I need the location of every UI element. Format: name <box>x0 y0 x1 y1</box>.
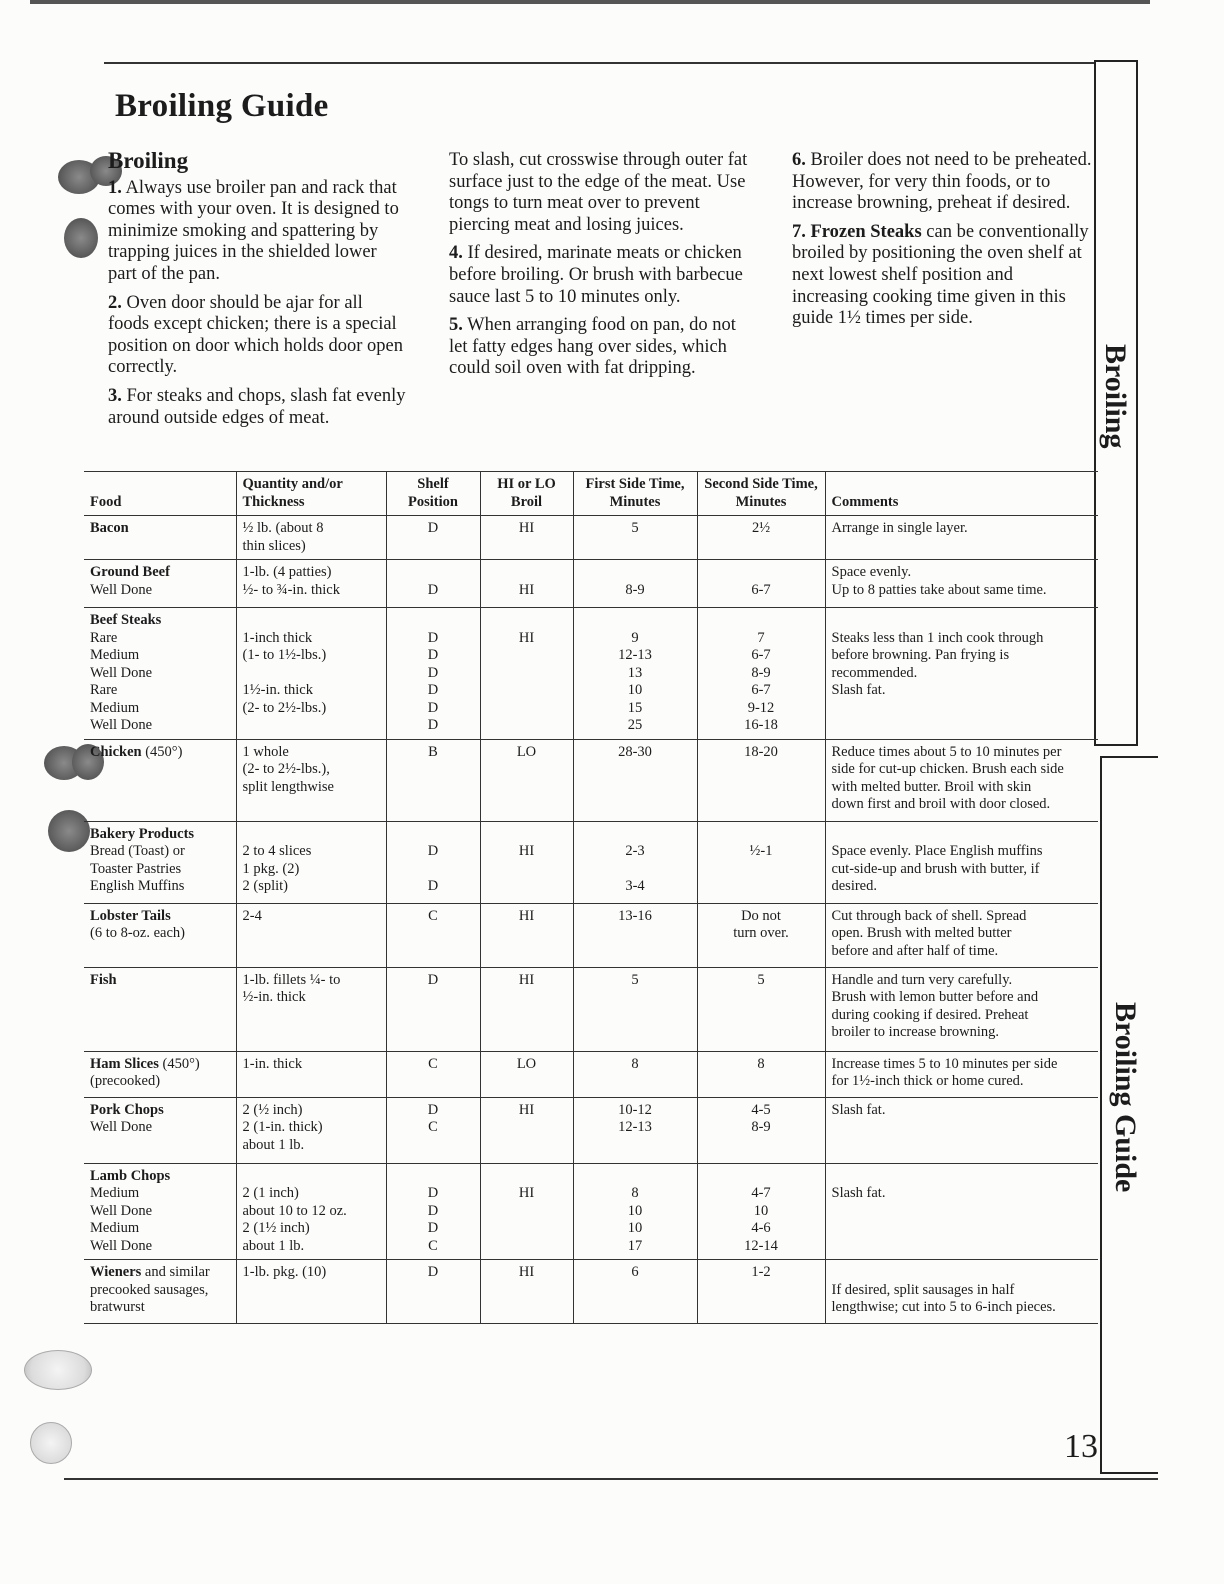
broil-cell: HI <box>480 560 573 608</box>
table-row <box>84 1163 1098 1260</box>
quantity-cell: ½ lb. (about 8 thin slices) <box>236 516 386 560</box>
header-comments: Comments <box>825 472 1098 516</box>
top-rule <box>104 62 1094 64</box>
table-row <box>84 1097 1098 1163</box>
quantity-cell: 2 (½ inch) 2 (1-in. thick) about 1 lb. <box>236 1097 386 1163</box>
first-side-cell: 5 <box>573 967 697 1051</box>
broil-cell: HI <box>480 1260 573 1324</box>
table-row <box>84 560 1098 608</box>
shelf-cell: D D D C <box>386 1163 480 1260</box>
first-side-cell: 28-30 <box>573 739 697 821</box>
shelf-cell: C <box>386 903 480 967</box>
broil-cell: HI <box>480 967 573 1051</box>
binder-hole-icon <box>30 1422 72 1464</box>
second-side-cell: ½-1 <box>697 821 825 903</box>
broil-cell: HI <box>480 516 573 560</box>
table-row <box>84 608 1098 740</box>
broil-cell: HI <box>480 1097 573 1163</box>
page-number: 13 <box>1064 1428 1098 1465</box>
tip: 5. When arranging food on pan, do not let fatty edges hang over sides, which could soil oven with fat dripping. <box>449 315 736 379</box>
binder-hole-icon <box>64 218 98 258</box>
tip: To slash, cut crosswise through outer fat surface just to the edge of the meat. Use tongs to turn meat over to prevent piercing meat and losing juices. <box>449 150 748 235</box>
header-second-side: Second Side Time, Minutes <box>697 472 825 516</box>
comments-cell: Increase times 5 to 10 minutes per side for 1½-inch thick or home cured. <box>825 1051 1098 1097</box>
shelf-cell: D <box>386 560 480 608</box>
header-quantity: Quantity and/or Thickness <box>236 472 386 516</box>
bottom-rule <box>64 1478 1158 1480</box>
tip: 1. Always use broiler pan and rack that comes with your oven. It is designed to minimize smoking and spattering by trapping juices in the shielded lower part of the pan. <box>108 177 399 284</box>
second-side-cell: 8 <box>697 1051 825 1097</box>
shelf-cell: C <box>386 1051 480 1097</box>
broil-cell: HI <box>480 1163 573 1260</box>
first-side-cell: 8 10 10 17 <box>573 1163 697 1260</box>
quantity-cell: 1-lb. pkg. (10) <box>236 1260 386 1324</box>
food-cell: Fish <box>90 971 117 988</box>
food-cell: Lamb Chops Medium Well Done Medium Well Done <box>90 1167 171 1254</box>
header-food: Food <box>84 472 236 516</box>
second-side-cell: 4-5 8-9 <box>697 1097 825 1163</box>
quantity-cell: 2-4 <box>236 903 386 967</box>
tab-broiling-guide[interactable] <box>1100 756 1158 1474</box>
first-side-cell: 13-16 <box>573 903 697 967</box>
food-cell: Lobster Tails (6 to 8-oz. each) <box>90 907 186 941</box>
shelf-cell: D C <box>386 1097 480 1163</box>
first-side-cell: 8 <box>573 1051 697 1097</box>
second-side-cell: 6-7 <box>697 560 825 608</box>
food-cell: Bakery Products Bread (Toast) or Toaster Pastries English Muffins <box>90 825 195 894</box>
shelf-cell: B <box>386 739 480 821</box>
header-broil: HI or LO Broil <box>480 472 573 516</box>
tab-broiling-guide-label: Broiling Guide <box>1109 1002 1142 1193</box>
first-side-cell: 6 <box>573 1260 697 1324</box>
comments-cell: Handle and turn very carefully. Brush with lemon butter before and during cooking if desired. Preheat broiler to increase browning. <box>825 967 1098 1051</box>
quantity-cell: 1 whole (2- to 2½-lbs.), split lengthwise <box>236 739 386 821</box>
tab-broiling[interactable] <box>1094 60 1138 746</box>
food-cell: Pork Chops Well Done <box>90 1101 164 1135</box>
food-cell: Ground Beef Well Done <box>90 564 170 598</box>
quantity-cell: 1-lb. (4 patties) ½- to ¾-in. thick <box>236 560 386 608</box>
second-side-cell: 7 6-7 8-9 6-7 9-12 16-18 <box>697 608 825 740</box>
first-side-cell: 9 12-13 13 10 15 25 <box>573 608 697 740</box>
tips-column-3 <box>792 150 1092 337</box>
second-side-cell: 2½ <box>697 516 825 560</box>
header-first-side: First Side Time, Minutes <box>573 472 697 516</box>
tip: 6. Broiler does not need to be preheated. However, for very thin foods, or to increase browning, preheat if desired. <box>792 150 1092 214</box>
tips-column-2 <box>449 150 749 387</box>
quantity-cell: 1-lb. fillets ¼- to ½-in. thick <box>236 967 386 1051</box>
broil-cell: HI <box>480 903 573 967</box>
first-side-cell: 2-3 3-4 <box>573 821 697 903</box>
comments-cell: If desired, split sausages in half lengthwise; cut into 5 to 6-inch pieces. <box>825 1260 1098 1324</box>
table-row <box>84 903 1098 967</box>
table-row <box>84 739 1098 821</box>
tab-broiling-label: Broiling <box>1099 344 1132 449</box>
table-row <box>84 1260 1098 1324</box>
second-side-cell: 1-2 <box>697 1260 825 1324</box>
comments-cell: Slash fat. <box>825 1097 1098 1163</box>
comments-cell: Cut through back of shell. Spread open. Brush with melted butter before and after half of time. <box>825 903 1098 967</box>
broil-cell: HI <box>480 821 573 903</box>
quantity-cell: 1-in. thick <box>236 1051 386 1097</box>
quantity-cell: 2 to 4 slices 1 pkg. (2) 2 (split) <box>236 821 386 903</box>
tips-column-1 <box>108 150 408 436</box>
table-row <box>84 967 1098 1051</box>
comments-cell: Space evenly. Place English muffins cut-side-up and brush with butter, if desired. <box>825 821 1098 903</box>
second-side-cell: 5 <box>697 967 825 1051</box>
food-cell: Ham Slices (450°) (precooked) <box>90 1055 200 1089</box>
comments-cell: Reduce times about 5 to 10 minutes per side for cut-up chicken. Brush each side with melted butter. Broil with skin down first and broil with door closed. <box>825 739 1098 821</box>
shelf-cell: D <box>386 967 480 1051</box>
tip: 3. For steaks and chops, slash fat evenly around outside edges of meat. <box>108 385 406 428</box>
broil-cell: HI <box>480 608 573 740</box>
food-cell: Beef Steaks Rare Medium Well Done Rare Medium Well Done <box>90 612 162 733</box>
second-side-cell: 4-7 10 4-6 12-14 <box>697 1163 825 1260</box>
table-header-row <box>84 472 1098 516</box>
comments-cell: Arrange in single layer. <box>825 516 1098 560</box>
section-heading: Broiling <box>108 148 189 173</box>
comments-cell: Slash fat. <box>825 1163 1098 1260</box>
food-cell: Bacon <box>90 520 129 536</box>
second-side-cell: Do not turn over. <box>697 903 825 967</box>
tip: 7. Frozen Steaks can be conventionally broiled by positioning the oven shelf at next lowest shelf position and increasing cooking time given in this guide 1½ times per side. <box>792 221 1089 329</box>
page-title: Broiling Guide <box>115 88 329 124</box>
table-row <box>84 516 1098 560</box>
first-side-cell: 8-9 <box>573 560 697 608</box>
second-side-cell: 18-20 <box>697 739 825 821</box>
page-top-border <box>30 0 1150 4</box>
table-row <box>84 1051 1098 1097</box>
broil-cell: LO <box>480 1051 573 1097</box>
first-side-cell: 10-12 12-13 <box>573 1097 697 1163</box>
quantity-cell: 2 (1 inch) about 10 to 12 oz. 2 (1½ inch) about 1 lb. <box>236 1163 386 1260</box>
food-cell: Chicken (450°) <box>90 743 183 760</box>
shelf-cell: D <box>386 1260 480 1324</box>
tip: 2. Oven door should be ajar for all foods except chicken; there is a special position on door which holds door open correctly. <box>108 292 403 378</box>
header-shelf: Shelf Position <box>386 472 480 516</box>
first-side-cell: 5 <box>573 516 697 560</box>
quantity-cell: 1-inch thick (1- to 1½-lbs.) 1½-in. thick (2- to 2½-lbs.) <box>236 608 386 740</box>
comments-cell: Space evenly. Up to 8 patties take about same time. <box>825 560 1098 608</box>
shelf-cell: D <box>386 516 480 560</box>
shelf-cell: D D D D D D <box>386 608 480 740</box>
shelf-cell: D D <box>386 821 480 903</box>
table-row <box>84 821 1098 903</box>
tip: 4. If desired, marinate meats or chicken before broiling. Or brush with barbecue sauce last 5 to 10 minutes only. <box>449 243 743 307</box>
comments-cell: Steaks less than 1 inch cook through before browning. Pan frying is recommended. Slash fat. <box>825 608 1098 740</box>
broiling-table <box>84 471 1098 1324</box>
binder-hole-icon <box>24 1350 92 1390</box>
broil-cell: LO <box>480 739 573 821</box>
food-cell: Wieners and similar precooked sausages, bratwurst <box>90 1264 210 1315</box>
